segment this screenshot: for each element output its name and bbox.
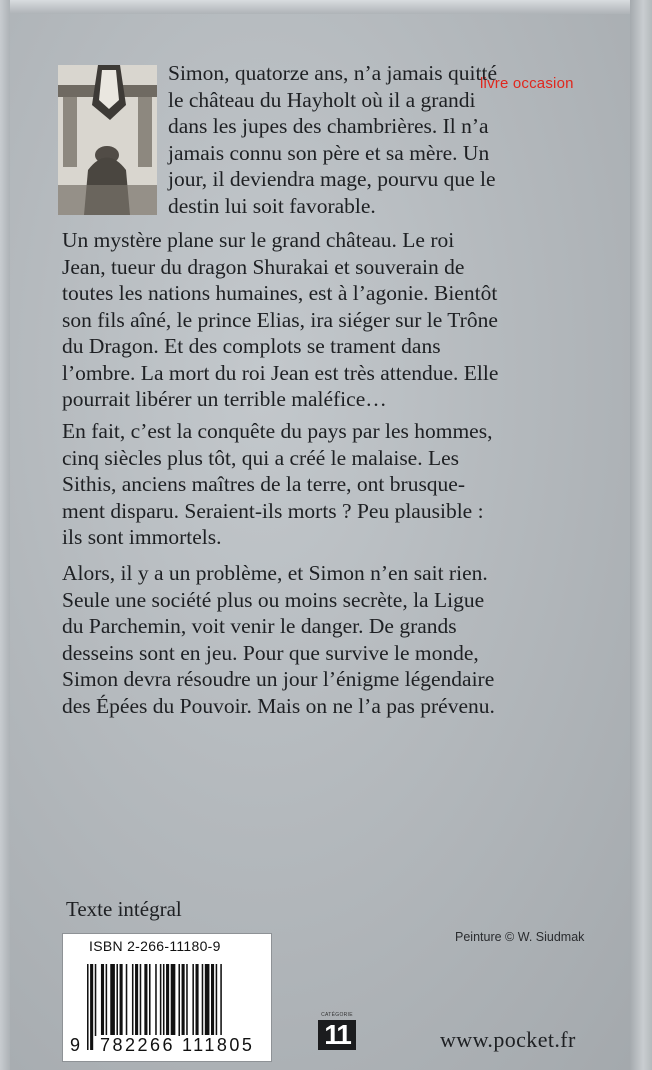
blurb-line: le château du Hayholt où il a grandi [168,87,476,112]
blurb-line: des Épées du Pouvoir. Mais on ne l’a pas prévenu. [62,693,495,718]
barcode-bar [166,964,169,1036]
edition-note: Texte intégral [66,897,182,921]
blurb-line: jour, il deviendra mage, pourvu que le [168,167,496,191]
blurb-paragraph-3 [62,418,618,551]
barcode-bar [140,964,142,1036]
barcode-bar [163,964,165,1036]
barcode-bar [144,964,147,1036]
barcode-bar [216,964,218,1036]
barcode-bar [132,964,134,1036]
blurb-line: desseins sont en jeu. Pour que survive le monde, [62,640,479,665]
cover-left-edge [0,0,10,1070]
barcode-bar [178,964,180,1036]
category-number: 11 [318,1020,356,1050]
barcode-digit-prefix: 9 [70,1035,81,1055]
isbn-number: ISBN 2-266-11180-9 [89,938,221,954]
cover-right-edge [630,0,652,1070]
blurb-paragraph-4 [62,560,618,719]
blurb-line: Sithis, anciens maîtres de la terre, ont brusque- [62,472,466,496]
blurb-paragraph-2 [62,227,618,413]
barcode-bar [110,964,115,1036]
barcode-digit-group-1: 782266 [100,1035,176,1055]
blurb-line: toutes les nations humaines, est à l’agonie. Bientôt [62,281,498,305]
barcode-bar [106,964,108,1036]
blurb-line: ils sont immortels. [62,525,222,549]
blurb-line: Jean, tueur du dragon Shurakai et souverain de [62,254,465,279]
blurb-line: du Parchemin, voit venir le danger. De grands [62,614,457,638]
barcode-bar [101,964,104,1036]
publisher-website: www.pocket.fr [440,1027,576,1052]
blurb-line: son fils aîné, le prince Elias, ira siéger sur le Trône [62,307,498,332]
blurb-line: ment disparu. Seraient-ils morts ? Peu plausible : [62,498,484,523]
barcode-bar [149,964,151,1036]
cover-illustration-thumbnail [58,65,157,215]
blurb-line: destin lui soit favorable. [168,193,376,218]
blurb-paragraph-1 [168,60,620,219]
blurb-line: En fait, c’est la conquête du pays par les hommes, [62,419,493,443]
blurb-line: Alors, il y a un problème, et Simon n’en sait rien. [62,561,488,585]
barcode-bar [135,964,138,1036]
barcode-digits [69,1035,269,1057]
blurb-line: Un mystère plane sur le grand château. Le roi [62,228,455,252]
barcode-bar [211,964,214,1036]
blurb-line: jamais connu son père et sa mère. Un [168,140,490,165]
blurb-line: cinq siècles plus tôt, qui a créé le malaise. Les [62,445,460,470]
barcode-bar [196,964,199,1036]
barcode-bar [116,964,118,1036]
watermark-stamp: livre occasion [480,75,574,92]
blurb-line: Simon, quatorze ans, n’a jamais quitté [168,61,497,85]
barcode-bar [205,964,210,1036]
illustration-art [58,65,157,215]
barcode-bar [186,964,188,1036]
blurb-line: dans les jupes des chambrières. Il n’a [168,114,489,138]
barcode-bar [202,964,204,1036]
blurb-line: Simon devra résoudre un jour l’énigme légendaire [62,667,495,691]
blurb-line: l’ombre. La mort du roi Jean est très attendue. Elle [62,360,499,385]
barcode-bar [120,964,123,1036]
barcode-bar [126,964,128,1036]
blurb-line: pourrait libérer un terrible maléfice… [62,387,387,411]
barcode-bar [95,964,97,1036]
blurb-line: Seule une société plus ou moins secrète, la Ligue [62,587,485,612]
barcode-digit-group-2: 111805 [182,1035,255,1055]
cover-top-edge [0,0,652,14]
barcode-bar [182,964,185,1036]
category-label: CATÉGORIE [321,1012,353,1018]
barcode-bar [171,964,176,1036]
barcode-block [62,933,272,1062]
illustration-credit: Peinture © W. Siudmak [455,930,585,944]
blurb-line: du Dragon. Et des complots se trament dans [62,334,441,358]
category-badge [318,1012,356,1054]
barcode-bar [192,964,194,1036]
